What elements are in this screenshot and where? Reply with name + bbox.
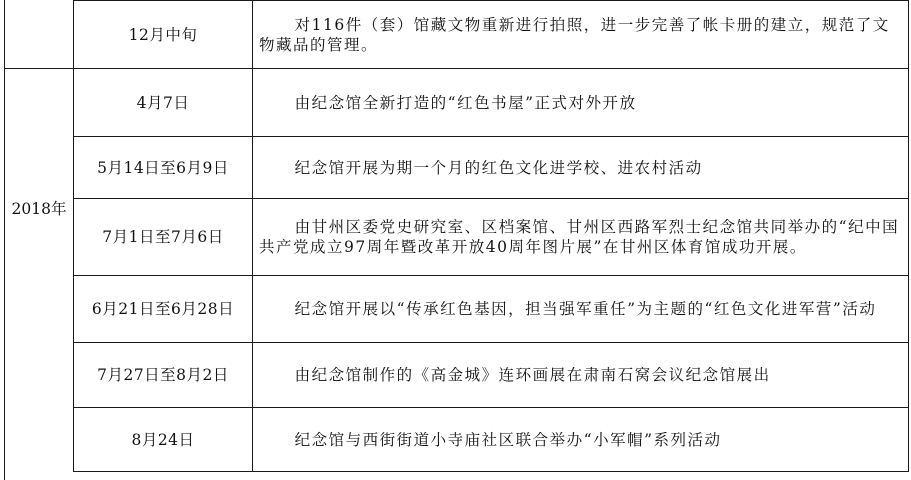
description-text: 纪念馆开展为期一个月的红色文化进学校、进农村活动 (294, 158, 703, 177)
col-divider (4, 0, 5, 68)
description-cell (253, 1, 908, 68)
description-cell (253, 408, 908, 471)
date-text: 12月中旬 (128, 25, 198, 44)
year-label: 2018年 (11, 200, 67, 218)
date-cell (74, 137, 252, 198)
description-cell (253, 69, 908, 136)
row-divider (73, 471, 909, 472)
date-cell (74, 1, 252, 68)
description-text: 纪念馆开展以“传承红色基因，担当强军重任”为主题的“红色文化进军营”活动 (294, 300, 877, 318)
year-cell (5, 69, 73, 349)
date-cell (74, 343, 252, 407)
date-cell (74, 199, 252, 275)
date-text: 6月21日至6月28日 (91, 300, 235, 318)
description-text: 纪念馆与西街街道小寺庙社区联合举办“小军帽”系列活动 (294, 430, 722, 449)
description-cell (253, 343, 908, 407)
description-text: 由纪念馆全新打造的“红色书屋”正式对外开放 (294, 93, 637, 112)
date-text: 7月27日至8月2日 (97, 366, 229, 384)
date-text: 4月7日 (136, 93, 190, 112)
date-cell (74, 408, 252, 471)
date-text: 5月14日至6月9日 (97, 158, 229, 177)
date-cell (74, 276, 252, 342)
col-divider (908, 0, 909, 472)
description-text: 对116件（套）馆藏文物重新进行拍照，进一步完善了帐卡册的建立，规范了文物藏品的管理。 (259, 15, 890, 54)
description-text: 由纪念馆制作的《高金城》连环画展在肃南石窝会议纪念馆展出 (294, 366, 771, 384)
description-text: 由甘州区委党史研究室、区档案馆、甘州区西路军烈士纪念馆共同举办的“纪中国共产党成立97周年暨改革开放40周年图片展”在甘州区体育馆成功开展。 (259, 218, 900, 256)
date-cell (74, 69, 252, 136)
description-cell (253, 276, 908, 342)
date-text: 7月1日至7月6日 (102, 228, 224, 246)
description-cell (253, 137, 908, 198)
date-text: 8月24日 (131, 430, 195, 449)
description-cell (253, 199, 908, 275)
